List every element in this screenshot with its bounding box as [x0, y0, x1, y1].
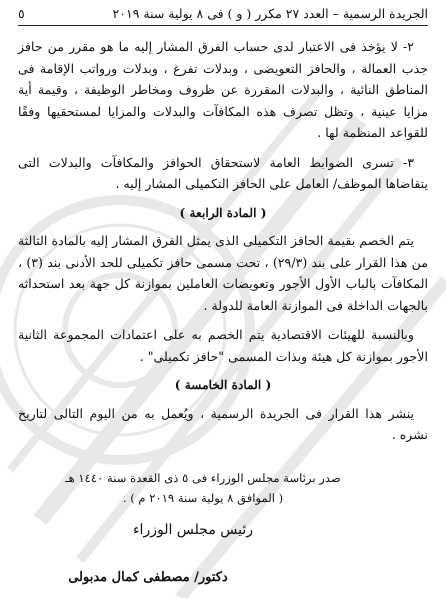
- signatory-name: دكتور/ مصطفى كمال مدبولى: [68, 570, 228, 585]
- issuance-block: [20, 468, 386, 508]
- article-4-para-1: يتم الخصم بقيمة الحافز التكميلى الذى يمثل الفرق المشار إليه بالمادة الثالثة من هذا القرار على بند (٢٩/٣) ، تحت مسمى حافز تكميلى للحد الأدنى بند (٣) ، المكافآت بالباب الأول الأجور وتعويضات العاملين بموازنة كل جهة بعد استحداثه بالجهات الداخلة فى الموازنة العامة للدولة .: [18, 233, 428, 313]
- header-divider: [18, 25, 428, 26]
- signatory-title: رئيس مجلس الوزراء: [132, 522, 254, 538]
- page-header: [18, 4, 428, 22]
- header-title: الجريدة الرسمية – العدد ٢٧ مكرر ( و ) فى ٨ يولية سنة ٢٠١٩: [112, 5, 428, 21]
- article-4-heading: ( المادة الرابعة ): [179, 205, 267, 220]
- document-body: [18, 36, 428, 454]
- article-5-heading: ( المادة الخامسة ): [174, 378, 272, 392]
- article-4-para-2: وبالنسبة للهيئات الاقتصادية يتم الخصم به على اعتمادات المجموعة الثانية الأجور بموازنة كل هيئة وبذات المسمى "حافز تكميلى" .: [18, 327, 428, 364]
- issuance-date-hijri: صدر برئاسة مجلس الوزراء فى ٥ ذى القعدة سنة ١٤٤٠ هـ: [65, 471, 341, 485]
- issuance-date-gregorian: ( الموافق ٨ يولية سنة ٢٠١٩ م ) .: [122, 491, 284, 505]
- page-number: ٥: [18, 5, 25, 21]
- clause-2: ٢- لا يؤخذ فى الاعتبار لدى حساب الفرق المشار إليه ما هو مقرر من حافز جذب العمالة ، والحافز التعويضى ، وبدلات تفرغ ، وبدلات ورواتب الإقامة فى المناطق النائية ، والبدلات المقررة عن ظروف ومخاطر الوظيفة ، وقيمة أية مزايا عينية ، وتظل تصرف هذه المكافآت والبدلات والمزايا لمستحقيها وفقًا للقواعد المنظمة لها .: [18, 39, 428, 140]
- article-5-para-1: ينشر هذا القرار فى الجريدة الرسمية ، ويُعمل به من اليوم التالى لتاريخ نشره .: [18, 405, 428, 442]
- clause-3: ٣- تسرى الضوابط العامة لاستحقاق الحوافز والمكافآت والبدلات التى يتقاضاها الموظف/ العامل على الحافز التكميلى المشار إليه .: [18, 154, 428, 191]
